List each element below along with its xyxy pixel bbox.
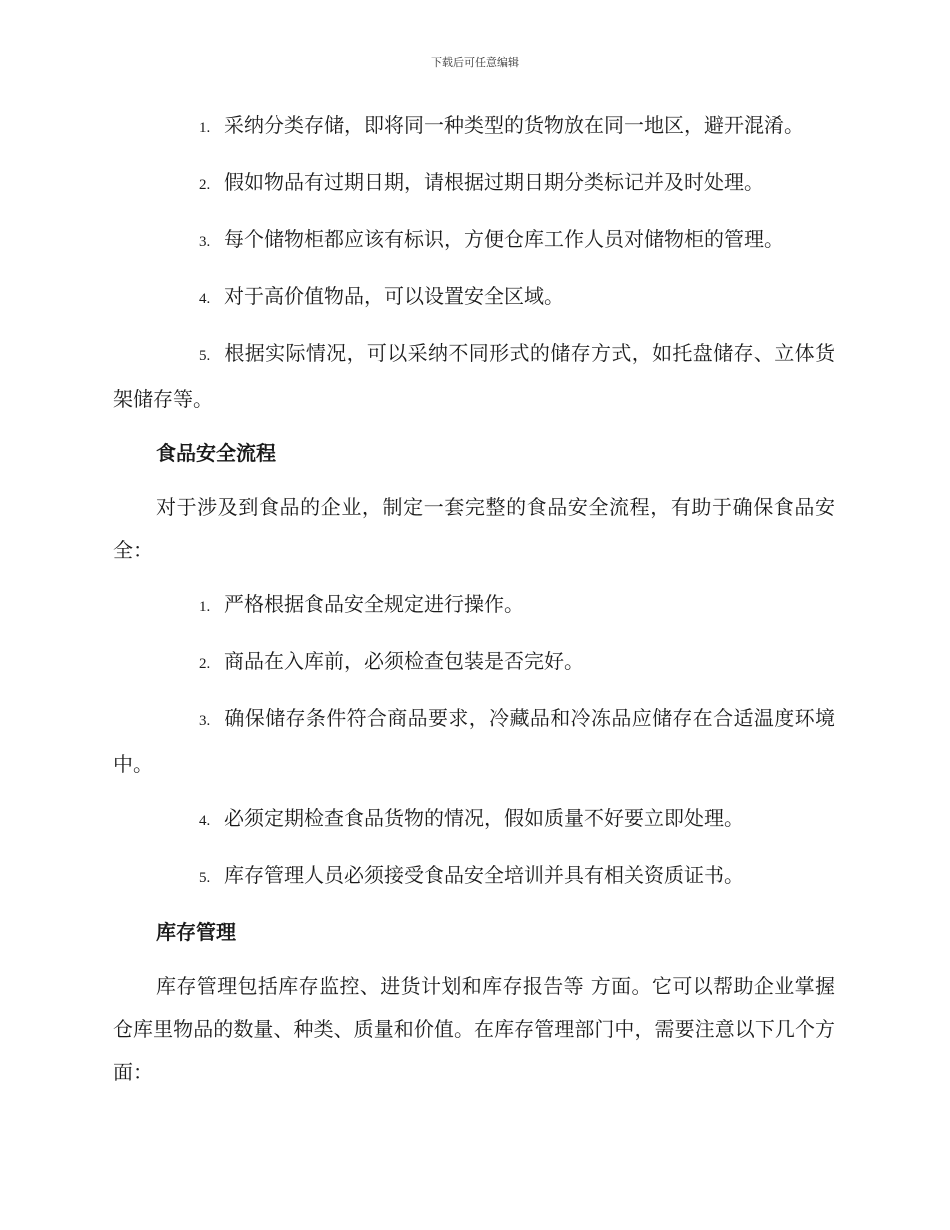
list-text: 假如物品有过期日期，请根据过期日期分类标记并及时处理。 bbox=[224, 170, 764, 194]
list-number: 4. bbox=[199, 291, 211, 307]
section-heading-food-safety: 食品安全流程 bbox=[156, 441, 276, 465]
storage-list bbox=[113, 104, 835, 421]
list-text: 根据实际情况，可以采纳不同形式的储存方式，如托盘储存、立体货架储存等。 bbox=[113, 341, 835, 411]
list-item bbox=[113, 218, 835, 264]
list-item bbox=[113, 275, 835, 321]
list-number: 2. bbox=[199, 177, 211, 193]
list-number: 1. bbox=[199, 120, 211, 136]
list-item bbox=[113, 797, 835, 843]
list-text: 必须定期检查食品货物的情况，假如质量不好要立即处理。 bbox=[224, 806, 744, 830]
list-text: 采纳分类存储，即将同一种类型的货物放在同一地区，避开混淆。 bbox=[224, 113, 804, 137]
list-item bbox=[113, 332, 835, 421]
list-item bbox=[113, 854, 835, 900]
list-number: 2. bbox=[199, 656, 211, 672]
food-safety-list bbox=[113, 583, 835, 900]
list-text: 严格根据食品安全规定进行操作。 bbox=[224, 592, 524, 616]
list-item bbox=[113, 697, 835, 786]
section-intro-inventory: 库存管理包括库存监控、进货计划和库存报告等 方面。它可以帮助企业掌握仓库里物品的数量、种类、质量和价值。在库存管理部门中，需要注意以下几个方面： bbox=[113, 974, 835, 1084]
section-heading-inventory: 库存管理 bbox=[156, 920, 236, 944]
list-item bbox=[113, 640, 835, 686]
list-text: 确保储存条件符合商品要求，冷藏品和冷冻品应储存在合适温度环境中。 bbox=[113, 706, 835, 776]
list-number: 4. bbox=[199, 813, 211, 829]
list-item bbox=[113, 161, 835, 207]
list-text: 库存管理人员必须接受食品安全培训并具有相关资质证书。 bbox=[224, 863, 744, 887]
document-body bbox=[113, 104, 835, 1105]
list-number: 5. bbox=[199, 870, 211, 886]
list-number: 1. bbox=[199, 599, 211, 615]
section-intro-food-safety: 对于涉及到食品的企业，制定一套完整的食品安全流程，有助于确保食品安全： bbox=[113, 495, 835, 562]
list-text: 每个储物柜都应该有标识，方便仓库工作人员对储物柜的管理。 bbox=[224, 227, 784, 251]
list-number: 3. bbox=[199, 234, 211, 250]
list-number: 3. bbox=[199, 713, 211, 729]
list-item bbox=[113, 104, 835, 150]
page-header: 下载后可任意编辑 bbox=[431, 56, 519, 69]
list-text: 对于高价值物品，可以设置安全区域。 bbox=[224, 284, 564, 308]
list-text: 商品在入库前，必须检查包装是否完好。 bbox=[224, 649, 584, 673]
list-item bbox=[113, 583, 835, 629]
list-number: 5. bbox=[199, 348, 211, 364]
